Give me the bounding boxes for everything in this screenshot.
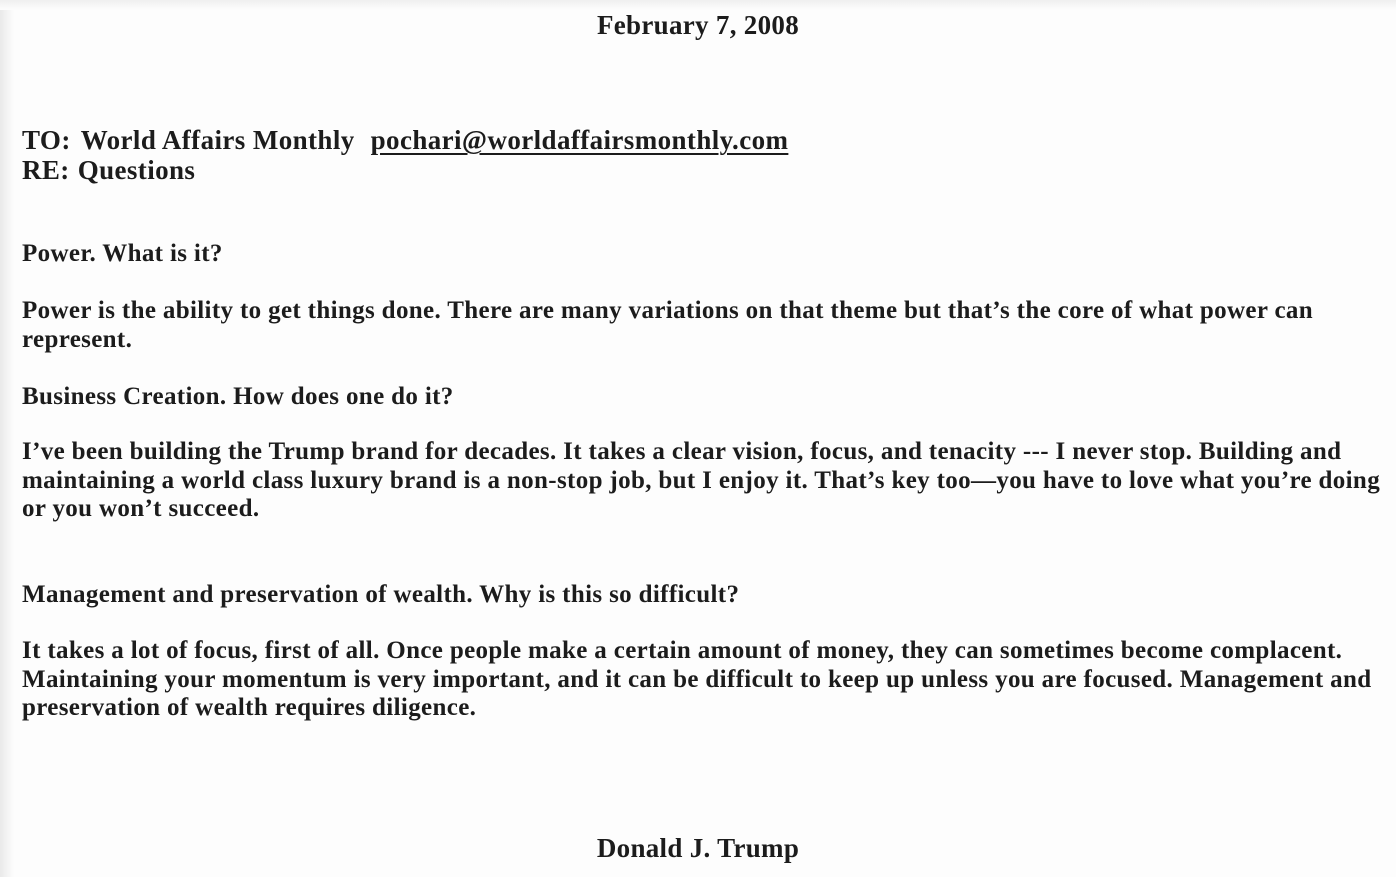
to-line: [22, 125, 788, 156]
scan-shadow-left: [0, 0, 14, 877]
answer-1: Power is the ability to get things done. There are many variations on that theme but that’s the core of what power can represent.: [22, 297, 1314, 353]
recipient-email: pochari@worldaffairsmonthly.com: [370, 125, 789, 155]
question-2: Business Creation. How does one do it?: [22, 383, 454, 410]
recipient-name: World Affairs Monthly: [80, 125, 355, 155]
scan-shadow-top: [0, 0, 1396, 10]
question-1: Power. What is it?: [22, 240, 223, 267]
question-3: Management and preservation of wealth. Why is this so difficult?: [22, 581, 740, 608]
re-label: RE:: [22, 155, 70, 185]
letter-date: February 7, 2008: [596, 10, 800, 40]
answer-2: I’ve been building the Trump brand for decades. It takes a clear vision, focus, and tenacity --- I never stop. Building and maintaining a world class luxury brand is a non-stop job, but I enjoy it. That’s key too—you have to love what you’re doing or you won’t succeed.: [22, 438, 1381, 522]
signature: Donald J. Trump: [596, 833, 800, 863]
re-line: [22, 155, 195, 186]
subject: Questions: [77, 155, 196, 185]
answer-3: It takes a lot of focus, first of all. Once people make a certain amount of money, they can sometimes become complacent. Maintaining your momentum is very important, and it can be difficult to keep up unless you are focused. Management and preservation of wealth requires diligence.: [22, 637, 1372, 721]
to-label: TO:: [22, 125, 71, 155]
